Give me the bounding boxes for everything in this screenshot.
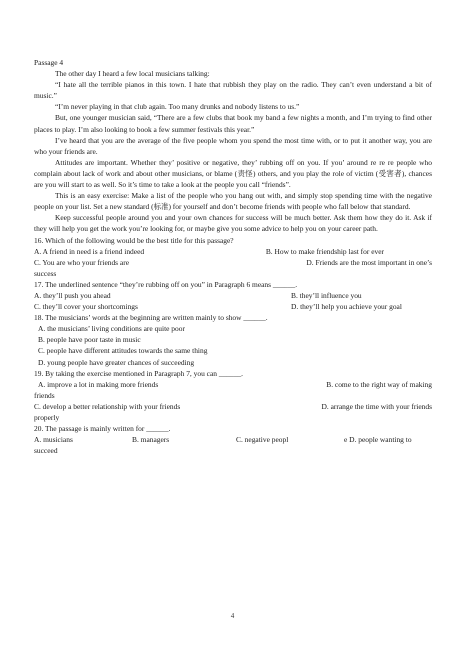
question-16-options-row-1 [34,246,432,257]
question-19-stem: 19. By taking the exercise mentioned in Paragraph 7, you can ______. [34,368,244,378]
question-18-option-b: B. people have poor taste in music [38,335,141,345]
question-17-option-b: B. they’ll influence you [291,290,362,300]
question-19-options-row-1 [34,379,432,390]
question-19-option-d-continued: properly [34,413,60,422]
question-16-options-row-2 [34,257,432,268]
question-18-stem: 18. The musicians’ words at the beginning are written mainly to show ______. [34,313,268,323]
question-20-option-b: B. managers [132,435,170,445]
question-17-option-a: A. they’ll push you ahead [34,290,111,300]
page-number: 4 [230,612,235,620]
question-20-option-d-continued: succeed [34,446,58,456]
paragraph-5: I’ve heard that you are the average of the five people whom you spend the most time with, or to put it another way, you are who your friends are. [34,135,432,156]
question-18-option-a: A. the musicians’ living conditions are quite poor [38,324,185,334]
question-18-option-c: C. people have different attitudes towards the same thing [38,346,208,356]
question-20-option-c: C. negative peopl [236,435,289,445]
question-20-option-d: e D. people wanting to [344,435,412,445]
question-19-option-b: B. come to the right way of making [326,379,432,389]
question-17-options-row-1 [34,290,432,301]
passage-title: Passage 4 [34,58,64,67]
question-19-option-c: C. develop a better relationship with your friends [34,401,181,411]
question-17-option-c: C. they’ll cover your shortcomings [34,302,138,312]
document-page [34,57,432,456]
paragraph-7: This is an easy exercise: Make a list of the people who you hang out with, and simply stop spending time with the negative people on your list. Set a new standard (标准) for yourself and don’t become friends with people who fall below that standard. [34,191,432,212]
paragraph-6: Attitudes are important. Whether they’ positive or negative, they’ rubbing off on you. If you’ around re re re people who complain about lack of work and about other musicians, or blame (责怪) others, and you play the role of victim (受害者), chances are you will start to as well. So it’s time to take a look at the people you call “friends”. [34,157,432,190]
question-17-options-row-2 [34,301,432,312]
paragraph-1: The other day I heard a few local musicians talking: [55,69,210,79]
paragraph-8: Keep successful people around you and your own chances for success will be much better. Ask them how they do it. Ask if they will help you get the work you’re looking for, or maybe give you some advice to help you on your career path. [34,213,432,234]
question-19-options-row-2 [34,401,432,412]
question-16-option-c: C. You are who your friends are [34,257,130,267]
question-19-option-b-continued: friends [34,390,55,400]
question-20-stem: 20. The passage is mainly written for ______. [34,424,171,434]
paragraph-4: But, one younger musician said, “There are a few clubs that book my band a few nights a month, and I’m trying to find other places to play. I’m also looking to book a few summer festivals this year.” [34,113,432,134]
question-16-option-b: B. How to make friendship last for ever [265,246,384,256]
question-17-stem: 17. The underlined sentence “they’re rubbing off on you” in Paragraph 6 means ______. [34,279,298,289]
question-16-stem: 16. Which of the following would be the best title for this passage? [34,235,234,245]
question-20-options-row [34,434,432,445]
question-16-option-d-continued: success [34,268,57,278]
paragraph-2: “I hate all the terrible pianos in this town. I hate that rubbish they play on the radio. They can’t even understand a bit of music.” [34,80,432,101]
question-19-option-a: A. improve a lot in making more friends [38,379,159,389]
question-16-option-a: A. A friend in need is a friend indeed [34,246,145,256]
question-17-option-d: D. they’ll help you achieve your goal [291,302,402,312]
paragraph-3: “I’m never playing in that club again. Too many drunks and nobody listens to us.” [55,102,300,112]
question-16-option-d: D. Friends are the most important in one’s [306,257,432,267]
question-19-option-d: D. arrange the time with your friends [321,401,432,411]
question-20-option-a: A. musicians [34,435,73,445]
question-18-option-d: D. young people have greater chances of succeeding [38,357,195,367]
